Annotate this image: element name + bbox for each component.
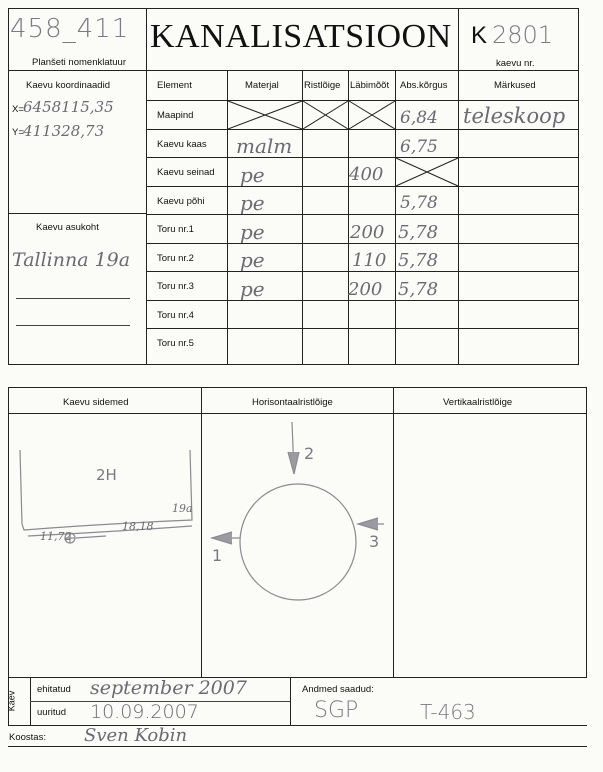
pipe-1-label: 1 bbox=[212, 546, 223, 565]
col-header-materjal: Materjal bbox=[245, 80, 279, 91]
col-header-markused: Märkused bbox=[494, 80, 536, 91]
pipe-3-label: 3 bbox=[369, 532, 380, 551]
page-title: KANALISATSIOON bbox=[150, 18, 452, 55]
coord-x-value: 6458115,35 bbox=[23, 98, 114, 116]
col-header-abs: Abs.kõrgus bbox=[400, 80, 448, 91]
diameter-value: 400 bbox=[349, 164, 384, 185]
material-value: pe bbox=[240, 191, 265, 215]
address-number: 19a bbox=[172, 502, 193, 515]
row-element-label: Kaevu põhi bbox=[157, 196, 205, 207]
row-element-label: Toru nr.2 bbox=[157, 253, 194, 264]
row-element-label: Kaevu seinad bbox=[157, 167, 215, 178]
diameter-value: 110 bbox=[352, 250, 387, 271]
surveyed-value: 10.09.2007 bbox=[90, 701, 199, 723]
vertical-section-label: Vertikaalristlõige bbox=[443, 397, 513, 408]
material-value: malm bbox=[236, 134, 293, 158]
well-label: kaevu nr. bbox=[496, 58, 535, 69]
row-element-label: Toru nr.4 bbox=[157, 310, 194, 321]
material-value: pe bbox=[240, 248, 265, 272]
building-label: 2H bbox=[96, 466, 117, 484]
data-from-code: T-463 bbox=[420, 700, 476, 724]
abs-value: 5,78 bbox=[398, 250, 439, 271]
nomenclature-value: 458_411 bbox=[10, 14, 130, 44]
well-prefix: K bbox=[471, 22, 488, 49]
location-label: Kaevu asukoht bbox=[36, 222, 99, 233]
surveyed-label: uuritud bbox=[37, 707, 67, 718]
col-header-ristloige: Ristlõige bbox=[304, 80, 341, 91]
abs-value: 5,78 bbox=[398, 222, 439, 243]
built-label: ehitatud bbox=[37, 684, 71, 695]
row-element-label: Kaevu kaas bbox=[157, 139, 207, 150]
connections-label: Kaevu sidemed bbox=[63, 397, 129, 408]
col-header-labimoot: Läbimõõt bbox=[350, 80, 390, 91]
location-value: Tallinna 19a bbox=[12, 249, 131, 271]
built-value: september 2007 bbox=[90, 677, 247, 699]
coord-x-prefix: X= bbox=[12, 104, 24, 115]
diameter-value: 200 bbox=[350, 222, 385, 243]
abs-value: 5,78 bbox=[400, 193, 438, 213]
abs-value: 6,75 bbox=[400, 137, 438, 157]
row-element-label: Maapind bbox=[157, 110, 194, 121]
abs-value: 6,84 bbox=[400, 108, 438, 128]
coord-y-value: 411328,73 bbox=[23, 122, 105, 140]
abs-value: 5,78 bbox=[398, 279, 439, 300]
distance-right: 18,18 bbox=[122, 520, 154, 533]
kaev-side-label: Kaev bbox=[6, 690, 17, 712]
compiled-value: Sven Kobin bbox=[84, 725, 188, 746]
coords-label: Kaevu koordinaadid bbox=[26, 80, 110, 91]
horizontal-section-label: Horisontaalristlõige bbox=[252, 397, 333, 408]
remark-value: teleskoop bbox=[463, 104, 566, 128]
pipe-2-label: 2 bbox=[304, 444, 315, 463]
horizontal-section-sketch bbox=[202, 414, 392, 676]
row-element-label: Toru nr.1 bbox=[157, 224, 194, 235]
crossed-cells bbox=[0, 0, 603, 370]
row-element-label: Toru nr.5 bbox=[157, 338, 194, 349]
material-value: pe bbox=[240, 163, 265, 187]
data-from-value: SGP bbox=[314, 698, 359, 723]
col-header-element: Element bbox=[157, 80, 192, 91]
diameter-value: 200 bbox=[348, 279, 383, 300]
material-value: pe bbox=[240, 220, 265, 244]
material-value: pe bbox=[240, 277, 265, 301]
data-from-label: Andmed saadud: bbox=[302, 684, 374, 695]
compiled-label: Koostas: bbox=[9, 732, 46, 743]
nomenclature-label: Planšeti nomenklatuur bbox=[32, 57, 126, 68]
row-element-label: Toru nr.3 bbox=[157, 281, 194, 292]
distance-left: 11,72 bbox=[40, 530, 72, 543]
well-number: 2801 bbox=[492, 21, 554, 49]
connections-sketch bbox=[10, 420, 200, 550]
coord-y-prefix: Y= bbox=[12, 127, 24, 138]
